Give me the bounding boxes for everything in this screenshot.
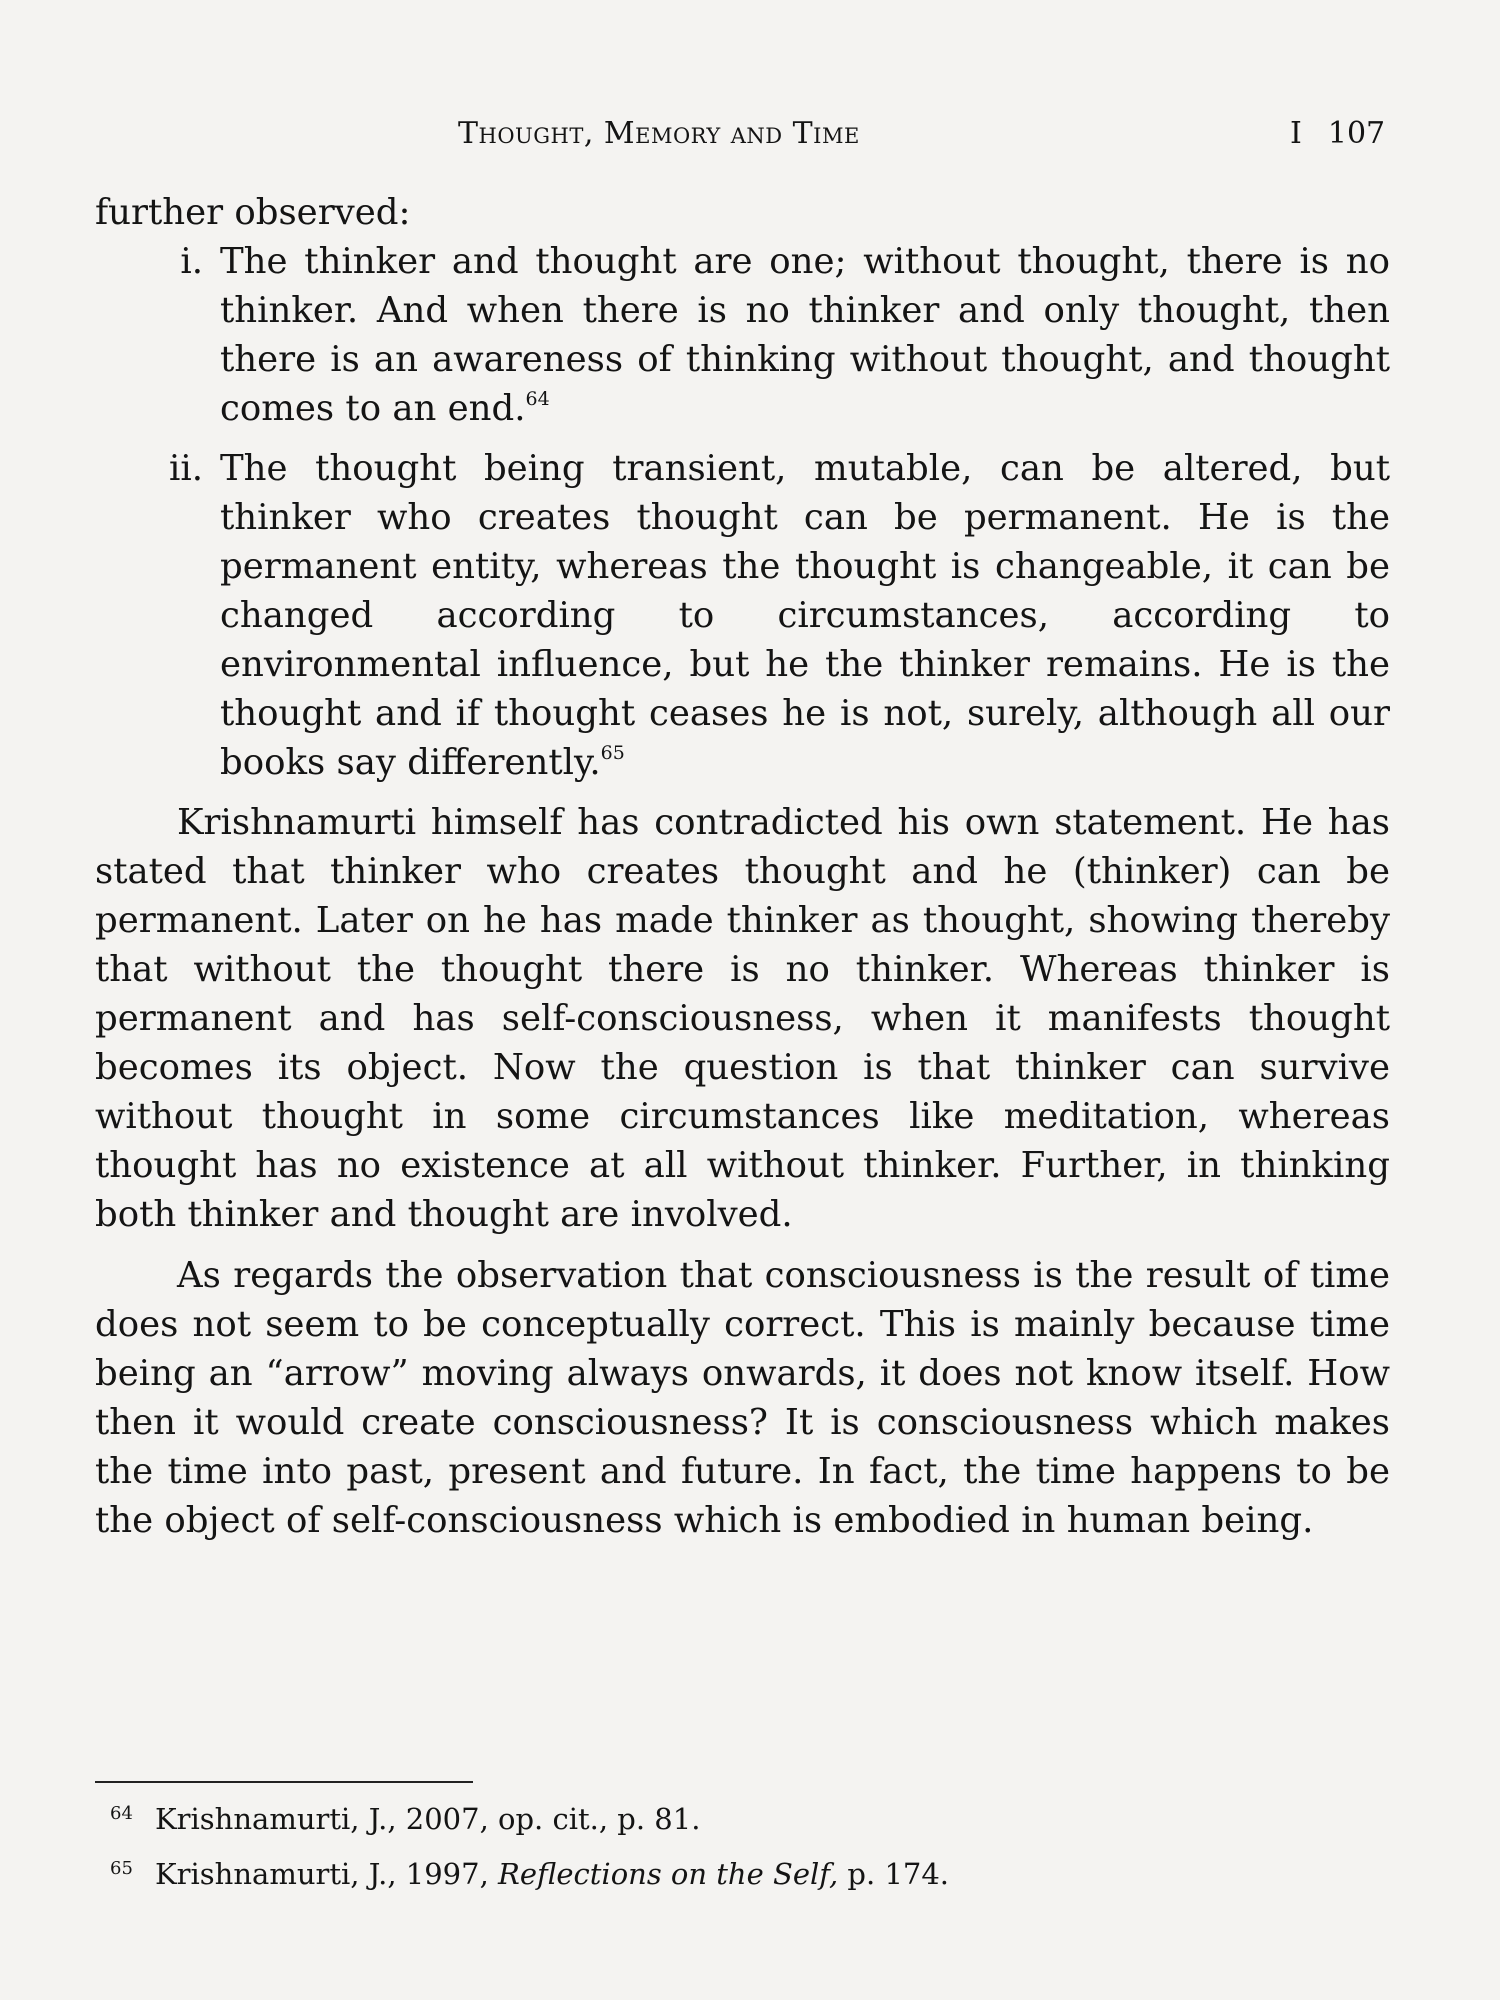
observation-number: i. [180, 241, 203, 282]
footnote-ref: 64 [525, 388, 550, 410]
body-paragraph: As regards the observation that consciousness is the result of time does not seem to be conceptually correct. This is mainly because time being an “arrow” moving always onwards, it does not know itself. How then it would create consciousness? It is consciousness which makes the time into past, present and future. In fact, the time happens to be the object of self-consciousness which is embodied in human being. [95, 1255, 1390, 1541]
observation-list [95, 237, 1390, 787]
footnote: 65 Krishnamurti, J., 1997, Reflections on the Self, p. 174. [110, 1857, 950, 1891]
observation-text: The thought being transient, mutable, can be altered, but thinker who creates thought can be permanent. He is the permanent entity, whereas the thought is changeable, it can be changed according to circumstances, according to environmental influence, but he the thinker remains. He is the thought and if thought ceases he is not, surely, although all our books say differently. [220, 448, 1390, 783]
body-text [95, 188, 1390, 1545]
observation-item [95, 237, 1390, 433]
footnote-text-end: p. 174. [838, 1857, 950, 1891]
footnote: 64 Krishnamurti, J., 2007, op. cit., p. 81. [110, 1802, 701, 1836]
running-head-title: Thought, Memory and Time [458, 116, 860, 151]
body-paragraph: Krishnamurti himself has contradicted his own statement. He has stated that thinker who creates thought and he (thinker) can be permanent. Later on he has made thinker as thought, showing thereby that without the thought there is no thinker. Whereas thinker is permanent and has self-consciousness, when it manifests thought becomes its object. Now the question is that thinker can survive without thought in some circumstances like meditation, whereas thought has no existence at all without thinker. Further, in thinking both thinker and thought are involved. [95, 802, 1390, 1235]
running-head [0, 116, 1500, 156]
running-head-separator: I [1290, 116, 1302, 151]
observation-item [95, 444, 1390, 787]
page-number-block [1290, 116, 1385, 151]
footnote-text: Krishnamurti, J., 1997, [155, 1857, 499, 1891]
footnotes [95, 1792, 1295, 1902]
page-number: 107 [1327, 116, 1386, 151]
observation-text: The thinker and thought are one; without thought, there is no thinker. And when there is no thinker and only thought, then there is an awareness of thinking without thought, and thought comes to an end. [220, 241, 1390, 429]
footnote-divider [95, 1781, 473, 1783]
intro-line: further observed: [95, 192, 411, 233]
footnote-book-title: Reflections on the Self, [498, 1857, 839, 1891]
observation-number: ii. [169, 448, 203, 489]
footnote-ref: 65 [600, 742, 625, 764]
footnote-text: Krishnamurti, J., 2007, op. cit., p. 81. [155, 1802, 701, 1836]
